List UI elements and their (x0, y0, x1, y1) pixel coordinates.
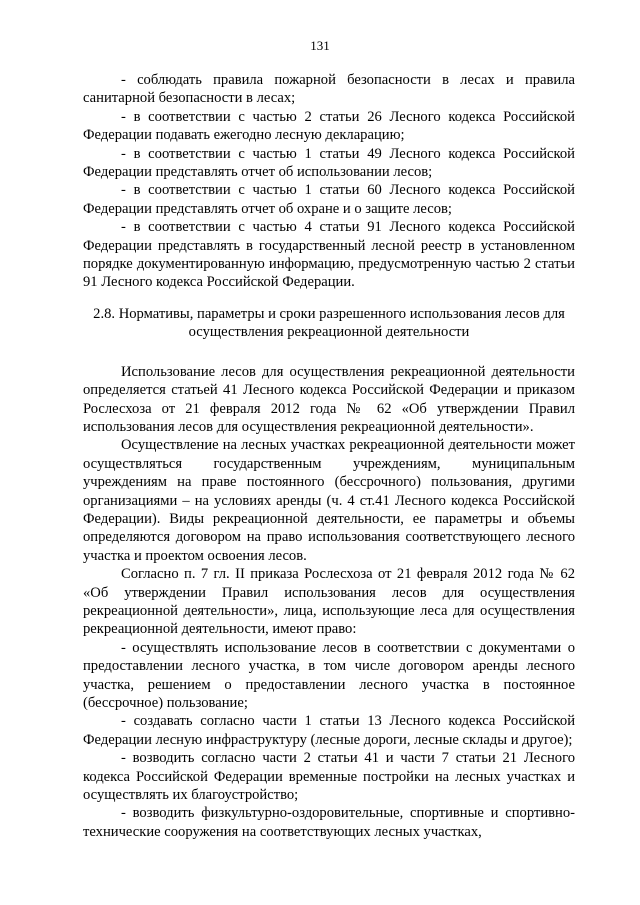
list-item-infrastructure: - создавать согласно части 1 статьи 13 Лесного кодекса Российской Федерации лесную инфраструктуру (лесные дороги, лесные склады и другое); (83, 713, 575, 748)
section-heading-line-1: 2.8. Нормативы, параметры и сроки разрешенного использования лесов для (93, 305, 565, 322)
section-heading (83, 305, 575, 342)
list-item-temporary-buildings: - возводить согласно части 2 статьи 41 и части 7 статьи 21 Лесного кодекса Российской Федерации временные постройки на лесных участках и осуществлять их благоустройство; (83, 750, 575, 804)
page-number: 131 (310, 38, 330, 53)
list-item-sports-facilities: - возводить физкультурно-оздоровительные, спортивные и спортивно-технические сооружения на соответствующих лесных участках, (83, 805, 575, 840)
paragraph-rights-intro: Согласно п. 7 гл. II приказа Рослесхоза от 21 февраля 2012 года № 62 «Об утверждении Правил использования лесов для осуществления рекреационной деятельности», лица, использующие леса для осуществления рекреационной деятельности, имеют право: (83, 566, 575, 638)
document-body (83, 71, 575, 841)
list-item-usage-report: - в соответствии с частью 1 статьи 49 Лесного кодекса Российской Федерации представлять отчет об использовании лесов; (83, 145, 575, 181)
list-item-forest-registry: - в соответствии с частью 4 статьи 91 Лесного кодекса Российской Федерации представлять в государственный лесной реестр в установленном порядке документированную информацию, предусмотренную частью 2 статьи 91 Лесного кодекса Российской Федерации. (83, 219, 575, 291)
list-item-fire-safety: - соблюдать правила пожарной безопасности в лесах и правила санитарной безопасности в лесах; (83, 72, 575, 107)
list-item-use-forests: - осуществлять использование лесов в соответствии с документами о предоставлении лесного участка, в том числе договором аренды лесного участка, решением о предоставлении лесного участка в постоянное (бессрочное) пользование; (83, 639, 575, 711)
section-heading-line-2: осуществления рекреационной деятельности (188, 324, 470, 341)
paragraph-recreation-activity: Осуществление на лесных участках рекреационной деятельности может осуществляться государственным учреждениям, муниципальным учреждениям на праве постоянного (бессрочного) пользования, другими организациями – на условиях аренды (ч. 4 ст.41 Лесного кодекса Российской Федерации). Виды рекреационной деятельности, ее параметры и объемы определяются договором на право использования соответствующего лесного участка и проектом освоения лесов. (83, 437, 575, 564)
paragraph-recreation-usage: Использование лесов для осуществления рекреационной деятельности определяется статьей 41 Лесного кодекса Российской Федерации и приказом Рослесхоза от 21 февраля 2012 года № 62 «Об утверждении Правил использования лесов для осуществления рекреационной деятельности». (83, 363, 575, 435)
list-item-protection-report: - в соответствии с частью 1 статьи 60 Лесного кодекса Российской Федерации представлять отчет об охране и о защите лесов; (83, 182, 575, 217)
list-item-forest-declaration: - в соответствии с частью 2 статьи 26 Лесного кодекса Российской Федерации подавать ежегодно лесную декларацию; (83, 108, 575, 144)
